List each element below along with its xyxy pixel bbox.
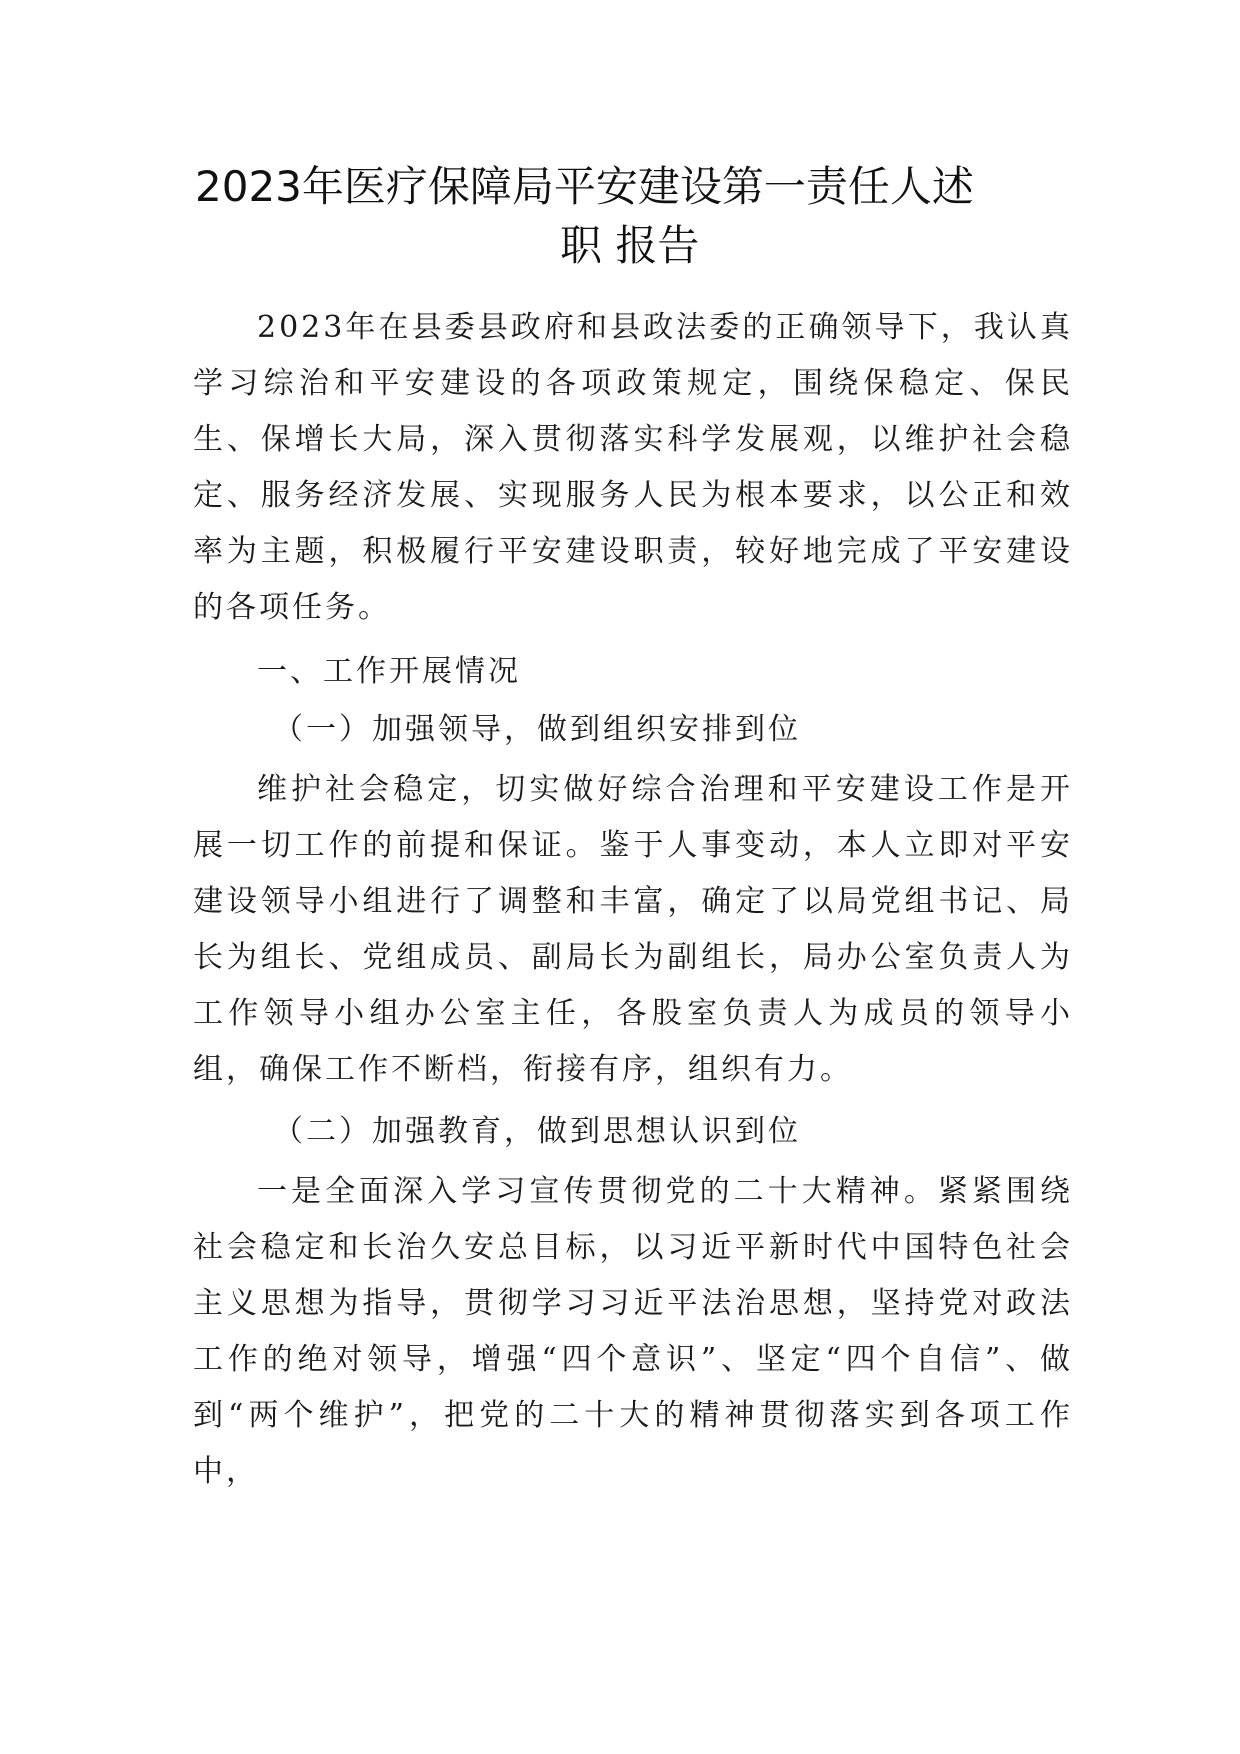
document-body	[193, 300, 1073, 1506]
section-heading-work-status: 一、工作开展情况	[257, 654, 521, 689]
education-paragraph: 一是全面深入学习宣传贯彻党的二十大精神。紧紧围绕社会稳定和长治久安总目标，以习近平新时代中国特色社会主义思想为指导，贯彻学习习近平法治思想，坚持党对政法工作的绝对领导，增强“四个意识”、坚定“四个自信”、做到“两个维护”，把党的二十大的精神贯彻落实到各项工作中，	[193, 1174, 1073, 1489]
leadership-paragraph: 维护社会稳定，切实做好综合治理和平安建设工作是开展一切工作的前提和保证。鉴于人事变动，本人立即对平安建设领导小组进行了调整和丰富，确定了以局党组书记、局长为组长、党组成员、副局长为副组长，局办公室负责人为工作领导小组办公室主任，各股室负责人为成员的领导小组，确保工作不断档，衔接有序，组织有力。	[193, 772, 1073, 1087]
document-title-line-2: 职 报告	[560, 221, 700, 270]
intro-paragraph: 2023年在县委县政府和县政法委的正确领导下，我认真学习综治和平安建设的各项政策规定，围绕保稳定、保民生、保增长大局，深入贯彻落实科学发展观，以维护社会稳定、服务经济发展、实现服务人民为根本要求，以公正和效率为主题，积极履行平安建设职责，较好地完成了平安建设的各项任务。	[193, 310, 1073, 625]
subsection-heading-leadership: （一）加强领导，做到组织安排到位	[273, 712, 801, 747]
document-title-line-1: 2023年医疗保障局平安建设第一责任人述	[195, 162, 974, 211]
subsection-heading-education: （二）加强教育，做到思想认识到位	[273, 1114, 801, 1149]
